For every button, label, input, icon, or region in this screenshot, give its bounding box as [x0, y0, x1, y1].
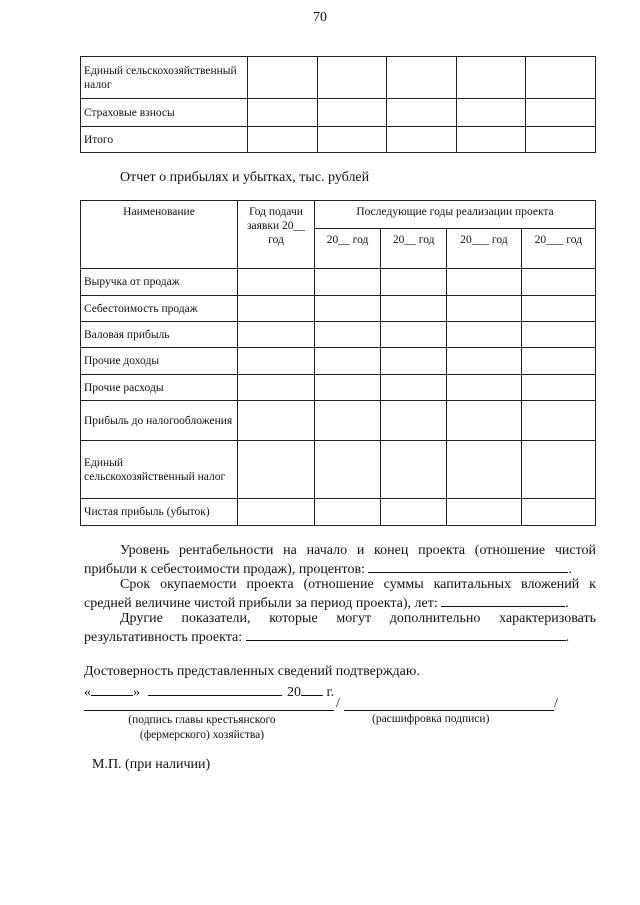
- table-row: [81, 401, 596, 441]
- table-row-label: Валовая прибыль: [81, 322, 238, 348]
- date-close-quote: »: [133, 685, 140, 700]
- profitability-field[interactable]: [368, 559, 568, 573]
- table-row-label: Итого: [81, 127, 248, 153]
- payback-paragraph: Срок окупаемости проекта (отношение суммы капитальных вложений к средней величине чистой прибыли за период проекта), лет: .: [84, 577, 596, 611]
- table-row: [81, 57, 596, 99]
- table-cell: [248, 127, 318, 153]
- table-row-label: Прочие доходы: [81, 348, 238, 375]
- table-row: [81, 269, 596, 296]
- header-application-year: Год подачи заявки 20__ год: [238, 201, 315, 269]
- header-year-cell: 20___ год: [521, 229, 595, 269]
- table-row-label: Чистая прибыль (убыток): [81, 499, 238, 526]
- table-cell: [248, 99, 318, 127]
- table-row: [81, 441, 596, 499]
- profit-loss-table: [80, 200, 596, 526]
- payback-field[interactable]: [441, 593, 565, 607]
- payback-text: Срок окупаемости проекта (отношение суммы капитальных вложений к средней величине чистой прибыли за период проекта), лет:: [84, 577, 596, 611]
- table-row: [81, 375, 596, 401]
- table-row: [81, 322, 596, 348]
- header-name: Наименование: [81, 201, 238, 269]
- table-cell: [317, 57, 387, 99]
- other-paragraph: Другие показатели, которые могут дополнительно характеризовать результативность проекта: .: [84, 611, 596, 645]
- decode-caption: (расшифровка подписи): [372, 713, 490, 725]
- date-line: [84, 682, 334, 701]
- section-title: Отчет о прибылях и убытках, тыс. рублей: [120, 170, 370, 185]
- slash-left-icon: /: [336, 696, 340, 711]
- date-open-quote: «: [84, 685, 91, 700]
- table-cell: [387, 99, 457, 127]
- profitability-paragraph: Уровень рентабельности на начало и конец проекта (отношение чистой прибыли к себестоимости продаж), процентов: .: [84, 543, 596, 577]
- other-text: Другие показатели, которые могут дополнительно характеризовать результативность проекта:: [84, 611, 596, 645]
- table-cell: [387, 57, 457, 99]
- table-cell: [526, 127, 596, 153]
- day-field[interactable]: [91, 682, 133, 696]
- table-row: [81, 499, 596, 526]
- header-year-cell: 20__ год: [315, 229, 381, 269]
- confirmation-text: Достоверность представленных сведений подтверждаю.: [84, 664, 420, 679]
- table-row: [81, 296, 596, 322]
- table-cell: [456, 127, 526, 153]
- month-field[interactable]: [148, 682, 282, 696]
- table-row-label: Прибыль до налогообложения: [81, 401, 238, 441]
- profitability-text: Уровень рентабельности на начало и конец проекта (отношение чистой прибыли к себестоимости продаж), процентов:: [84, 543, 596, 577]
- table-row-label: Страховые взносы: [81, 99, 248, 127]
- year-field[interactable]: [301, 682, 323, 696]
- table-row-label: Себестоимость продаж: [81, 296, 238, 322]
- header-year-cell: 20__ год: [381, 229, 447, 269]
- table-cell: [456, 57, 526, 99]
- decode-field[interactable]: [344, 710, 554, 711]
- year-suffix: г.: [326, 685, 335, 700]
- table-cell: [317, 99, 387, 127]
- table-cell: [456, 99, 526, 127]
- slash-right-icon: /: [554, 696, 558, 711]
- table-cell: [248, 57, 318, 99]
- table-cell: [317, 127, 387, 153]
- table-row: [81, 127, 596, 153]
- table-cell: [526, 57, 596, 99]
- table-row-label: Прочие расходы: [81, 375, 238, 401]
- stamp-label: М.П. (при наличии): [92, 757, 211, 772]
- header-following-years: Последующие годы реализации проекта: [315, 201, 596, 229]
- table-row-label: Единый сельскохозяйственный налог: [81, 441, 238, 499]
- table-cell: [387, 127, 457, 153]
- table-row-label: Выручка от продаж: [81, 269, 238, 296]
- table-header-row: [81, 201, 596, 229]
- signature-field[interactable]: [84, 710, 334, 711]
- year-prefix: 20: [287, 685, 301, 700]
- table-cell: [526, 99, 596, 127]
- table-row-label: Единый сельскохозяйственный налог: [81, 57, 248, 99]
- other-field[interactable]: [246, 627, 566, 641]
- top-table: [80, 56, 596, 153]
- table-row: [81, 99, 596, 127]
- page-number: 70: [313, 10, 327, 25]
- table-row: [81, 348, 596, 375]
- signature-caption: (подпись главы крестьянского (фермерского) хозяйства): [128, 714, 276, 741]
- header-year-cell: 20___ год: [447, 229, 521, 269]
